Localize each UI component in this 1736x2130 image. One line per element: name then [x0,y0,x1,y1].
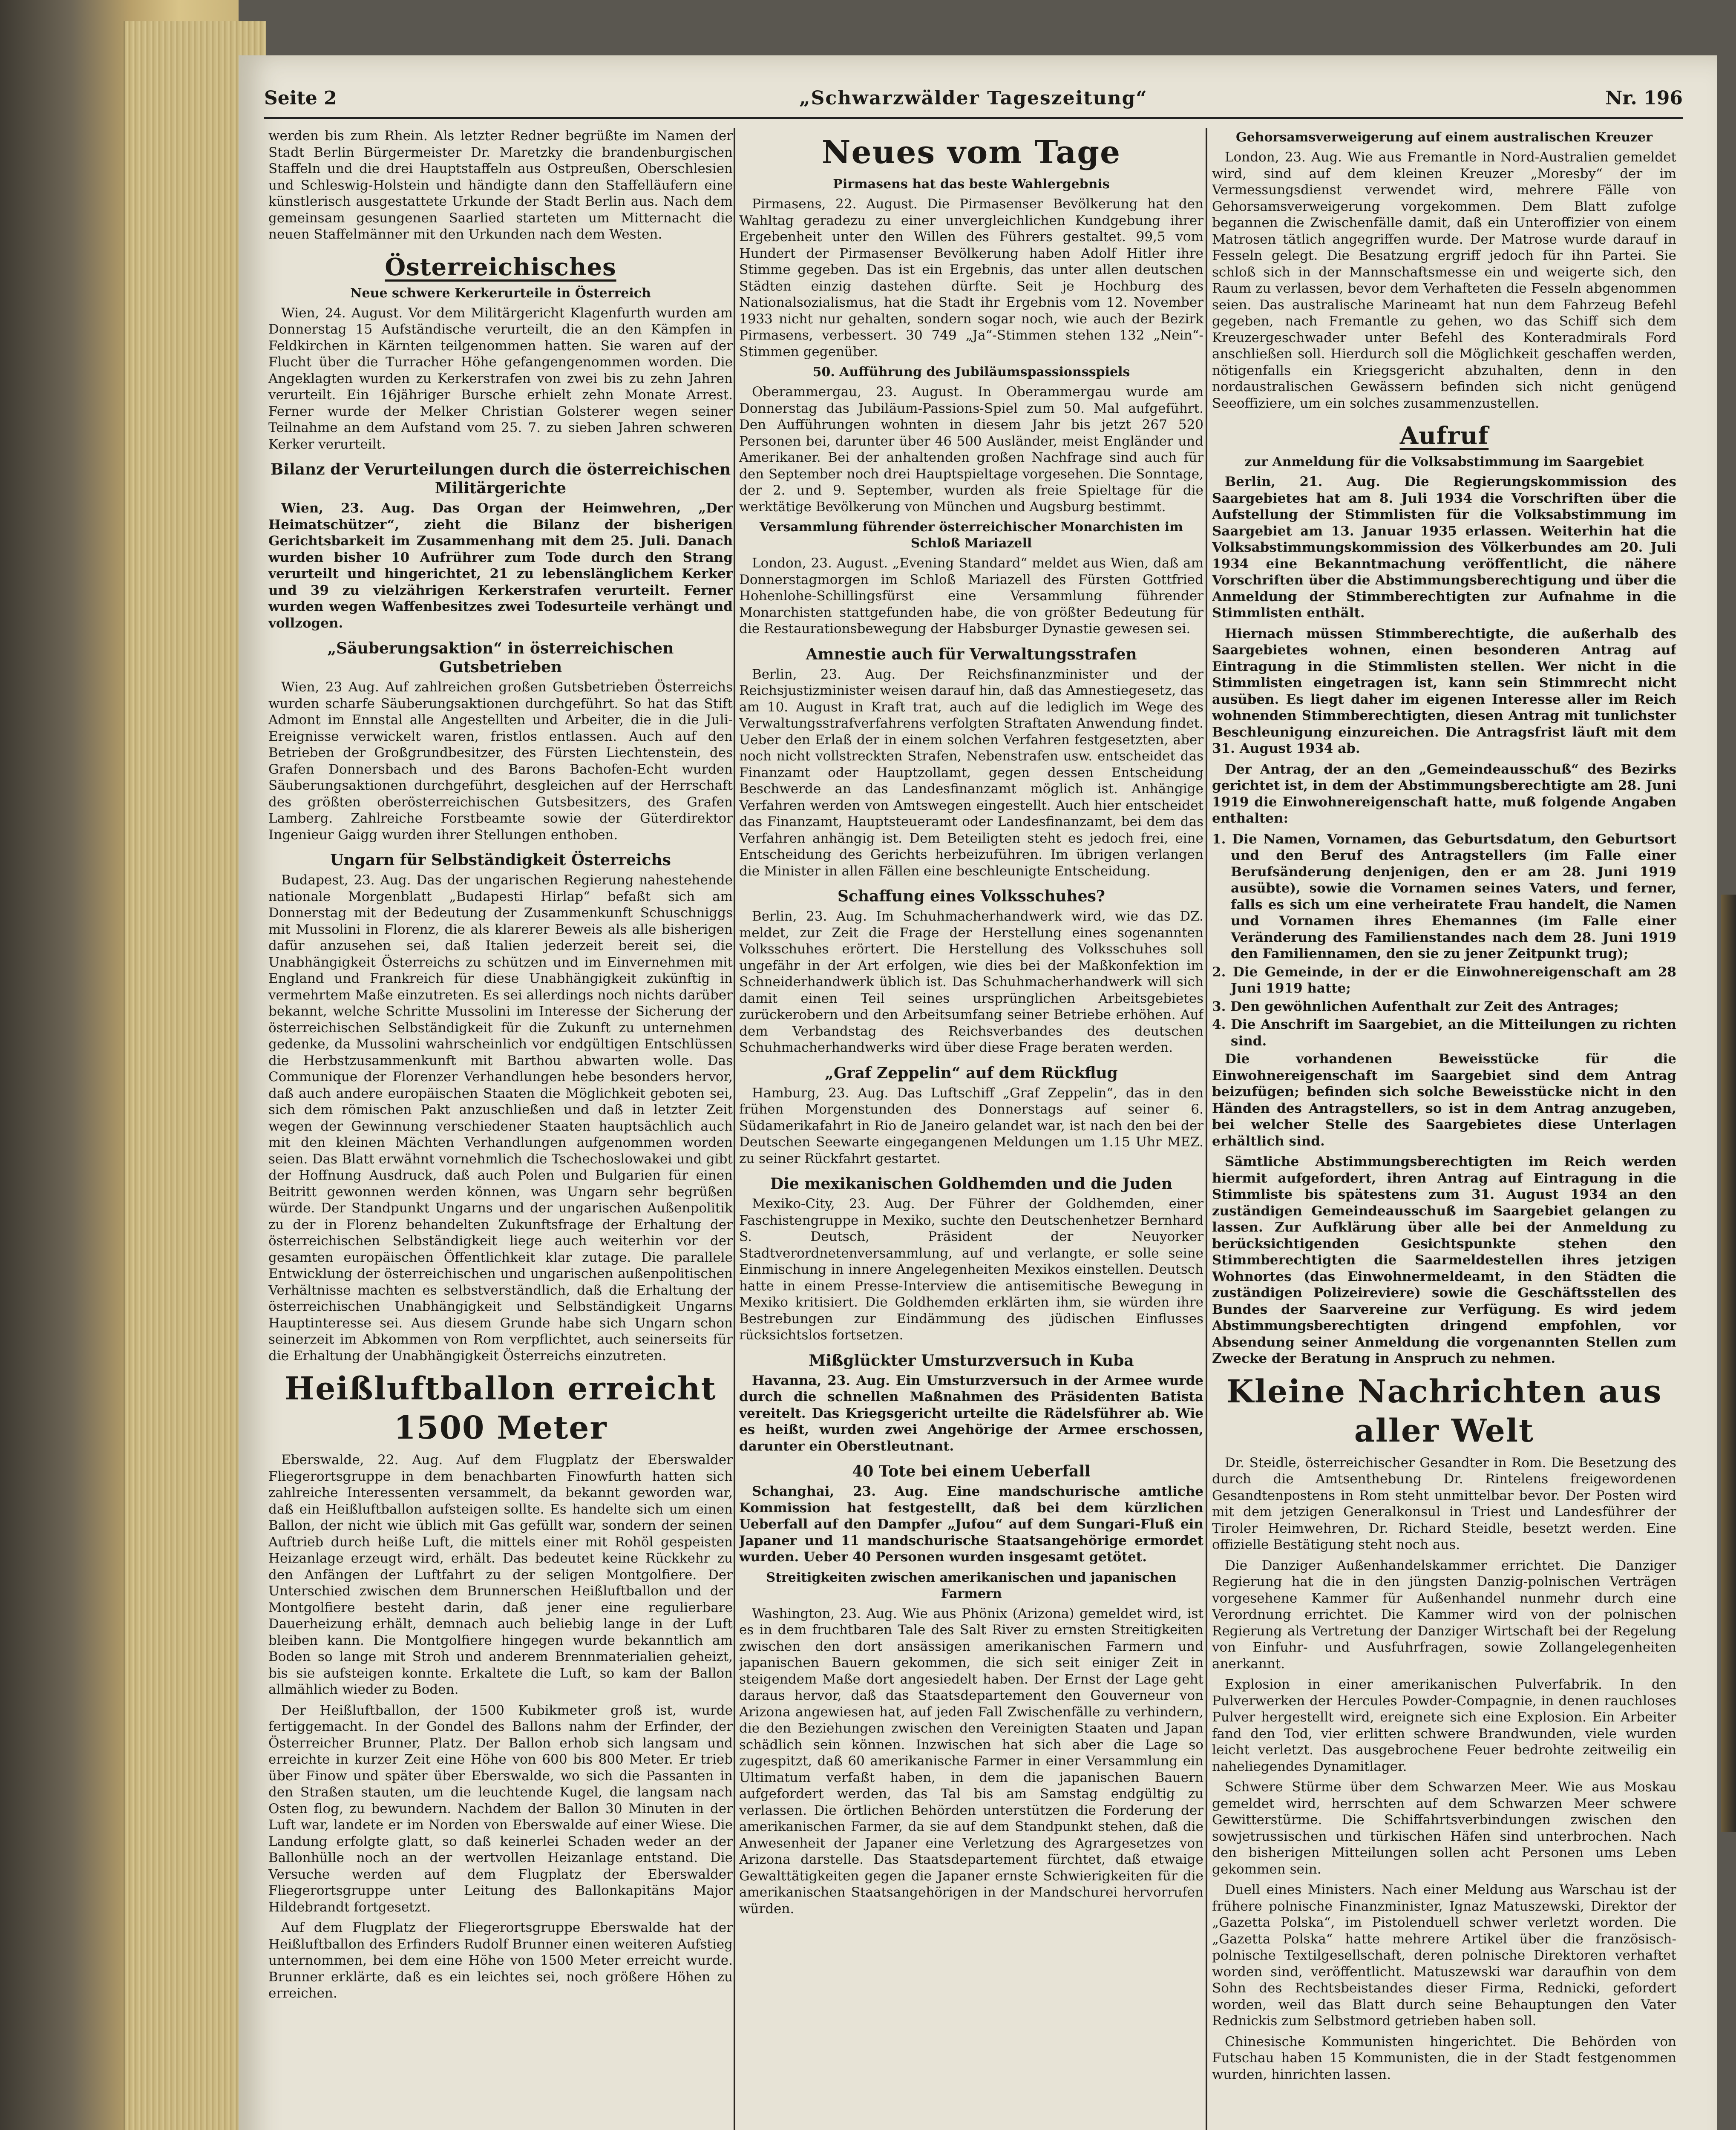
article-body: London, 23. Aug. Wie aus Fremantle in Nord-Australien gemeldet wird, sind auf dem kleinen Kreuzer „Moresby“ der im Vermessungsdienst verwendet wird, mehrere Fälle von Gehorsamsverweigerung vorgekommen. Dem Blatt zufolge begannen die Zwischenfälle damit, daß ein Unteroffizier von einem Matrosen tätlich angegriffen wurde. Der Matrose wurde darauf in Fesseln gelegt. Die Besatzung ergriff jedoch für ihn Partei. Sie schloß sich in der Mannschaftsmesse ein und weigerte sich, den Raum zu verlassen, bevor dem Verhafteten die Fesseln abgenommen seien. Das australische Marineamt hat nun dem Fahrzeug Befehl gegeben, nach Fremantle zu gehen, wo das Schiff sich dem Kreuzergeschwader unter Befehl des Konteradmirals Ford anschließen soll. Hierdurch soll die Möglichkeit geschaffen werden, nötigenfalls ein Kriegsgericht abzuhalten, denn in den nordaustralischen Gewässern befinden sich nicht genügend Seeoffiziere, um ein solches zusammenzustellen. [1212,150,1676,411]
article-body: Explosion in einer amerikanischen Pulverfabrik. In den Pulverwerken der Hercules Powder-Compagnie, in denen rauchloses Pulver hergestellt wird, ereignete sich eine Explosion. Ein Arbeiter fand den Tod, vier erlitten schwere Brandwunden, viele wurden leicht verletzt. Das ausgebrochene Feuer bedrohte zeitweilig ein naheliegendes Dynamitlager. [1212,1677,1676,1774]
article-headline: 40 Tote bei einem Ueberfall [852,1462,1091,1480]
article-body: London, 23. August. „Evening Standard“ meldet aus Wien, daß am Donnerstagmorgen im Schloß Mariazell des Fürsten Gottfried Hohenlohe-Schillingsfürst eine Versammlung führender Monarchisten stattgefunden habe, die von größter Bedeutung für die Restaurationsbewegung der Habsburger Dynastie gewesen sei. [739,556,1203,636]
article-body: Chinesische Kommunisten hingerichtet. Die Behörden von Futschau haben 15 Kommunisten, die in der Stadt festgenommen wurden, hinrichten lassen. [1212,2034,1676,2082]
article-body: Wien, 23. Aug. Das Organ der Heimwehren, „Der Heimatschützer“, zieht die Bilanz der bisherigen Gerichtsbarkeit im Zusammenhang mit dem 25. Juli. Danach wurden bisher 10 Aufrührer zum Tode durch den Strang verurteilt und hingerichtet, 21 zu lebenslänglichem Kerker und 39 zu vielzährigen Kerkerstrafen verurteilt. Ferner wurden wegen Waffenbesitzes zwei Todesurteile verhängt und vollzogen. [268,501,733,631]
article-headline: zur Anmeldung für die Volksabstimmung im Saargebiet [1244,455,1644,469]
article-body: Pirmasens, 22. August. Die Pirmasenser Bevölkerung hat den Wahltag geradezu zu einer unvergleichlichen Kundgebung ihrer Ergebenheit unter den Willen des Führers gestaltet. 99,5 vom Hundert der Pirmasenser Bevölkerung haben Adolf Hitler ihre Stimme gegeben. Das ist ein Ergebnis, das unter allen deutschen Städten einzig dastehen dürfte. Seit je Hochburg des Nationalsozialismus, hat die Stadt ihr Ergebnis vom 12. November 1933 nicht nur gehalten, sondern sogar noch, wie auch der Bezirk Pirmasens, verbessert. 30 749 „Ja“-Stimmen stehen 132 „Nein“-Stimmen gegenüber. [739,196,1203,360]
list-item: 3. Den gewöhnlichen Aufenthalt zur Zeit des Antrages; [1212,999,1619,1014]
article-headline: Bilanz der Verurteilungen durch die österreichischen Militärgerichte [270,461,731,497]
article-body: Mexiko-City, 23. Aug. Der Führer der Goldhemden, einer Faschistengruppe in Mexiko, suchte den Deutschenhetzer Bernhard S. Deutsch, Präsident der Neuyorker Stadtverordnetenversammlung, auf und verlangte, er solle seine Einmischung in innere Angelegenheiten Mexikos einstellen. Deutsch hatte in einem Presse-Interview die antisemitische Bewegung in Mexiko kritisiert. Die Goldhemden erklärten ihm, sie würden ihre Bestrebungen zur Eindämmung des jüdischen Einflusses rücksichtslos fortsetzen. [739,1196,1203,1343]
section-title-neues-vom-tage: Neues vom Tage [821,134,1121,171]
article-headline: Gehorsamsverweigerung auf einem australischen Kreuzer [1235,130,1653,145]
article-body: Wien, 24. August. Vor dem Militärgericht Klagenfurth wurden am Donnerstag 15 Aufständische verurteilt, die an den Kämpfen in Feldkirchen in Kärnten teilgenommen hatten. Sie waren auf der Flucht über die Turracher Höhe gefangengenommen worden. Die Angeklagten wurden zu Kerkerstrafen von zwei bis zu zehn Jahren verurteilt. Ein 16jähriger Bursche erhielt zehn Monate Arrest. Ferner wurde der Melker Christian Golsterer wegen seiner Teilnahme an dem Aufstand vom 25. 7. zu sieben Jahren schweren Kerker verurteilt. [268,305,733,452]
article-body: Berlin, 23. Aug. Im Schuhmacherhandwerk wird, wie das DZ. meldet, zur Zeit die Frage der Herstellung eines sogenannten Volksschuhes erörtert. Die Herstellung des Volksschuhes soll ungefähr in der Art erfolgen, wie dies bei der Maßkonfektion im Schneiderhandwerk üblich ist. Das Schuhmacherhandwerk will sich damit einen Teil seines ursprünglichen Arbeitsgebietes zurückerobern und den Arbeitsumfang seiner Betriebe erhöhen. Auf dem Verbandstag des Reichsverbandes des deutschen Schuhmacherhandwerks wird über diese Frage beraten werden. [739,909,1203,1055]
article-body: Berlin, 21. Aug. Die Regierungskommission des Saargebietes hat am 8. Juli 1934 die Vorschriften über die Aufstellung der Stimmlisten für die Volksabstimmung im Saargebiet am 13. Januar 1935 erlassen. Weiterhin hat die Volksabstimmungskommission des Völkerbundes am 20. Juli 1934 eine Bekanntmachung veröffentlicht, die nähere Vorschriften über die Abstimmungsberechtigung und über die Anmeldung der Stimmberechtigten zur Aufnahme in die Stimmlisten enthält. [1212,474,1676,621]
article-headline: Neue schwere Kerkerurteile in Österreich [350,285,651,301]
column-rule [734,128,735,2130]
article-headline: Die mexikanischen Goldhemden und die Juden [770,1175,1172,1193]
article-headline: „Säuberungsaktion“ in österreichischen Gutsbetrieben [327,639,674,676]
list-item: 4. Die Anschrift im Saargebiet, an die Mitteilungen zu richten sind. [1212,1017,1676,1049]
article-body: Eberswalde, 22. Aug. Auf dem Flugplatz der Eberswalder Fliegerortsgruppe in dem benachbarten Finowfurth hatten sich zahlreiche Interessenten versammelt, da bekannt geworden war, daß ein Heißluftballon aufsteigen sollte. Es handelte sich um einen Ballon, der nicht wie üblich mit Gas gefüllt war, sondern der seinen Auftrieb durch heiße Luft, die mittels einer mit Rohöl gespeisten Heizanlage erzeugt wird, erhält. Das bedeutet keine Rückkehr zu den Anfängen der Luftfahrt zu der seligen Montgolfiere. Der Unterschied zwischen dem Brunnerschen Heißluftballon und der Montgolfiere besteht darin, daß jener eine regulierbare Dauerheizung erhält, demnach auch beliebig lange in der Luft bleiben kann. Die Montgolfiere hingegen wurde bekanntlich am Boden so lange mit Stroh und anderem Brennmaterialien geheizt, bis sie aufsteigen konnte. Erkaltete die Luft, so kam der Ballon allmählich wieder zu Boden. [268,1452,733,1697]
section-title-oesterreich: Österreichisches [385,253,616,281]
section-title-aufruf: Aufruf [1399,422,1489,450]
article-headline: 50. Aufführung des Jubiläumspassionsspiels [812,365,1130,380]
article-headline: Schaffung eines Volksschuhes? [838,887,1105,905]
article-body: Berlin, 23. Aug. Der Reichsfinanzminister und der Reichsjustizminister weisen darauf hin, daß das Amnestiegesetz, das am 10. August in Kraft trat, auch auf die lediglich im Wege des Verwaltungsstrafverfahrens verfolgten Straftaten Anwendung findet. Ueber den Erlaß der in einem solchen Verfahren festgesetzten, aber noch nicht vollstreckten Strafen, Nebenstrafen usw. entscheidet das Finanzamt oder Hauptzollamt, gegen dessen Entscheidung Beschwerde an das Landesfinanzamt möglich ist. Anhängige Verfahren werden von Amtswegen eingestellt. Auch hier entscheidet das Finanzamt, Hauptsteueramt oder Landesfinanzamt, bei dem das Verfahren anhängig ist. Dem Beteiligten steht es jedoch frei, eine Entscheidung des Gerichts herbeizuführen. Im übrigen verlangen die Minister in allen Fällen eine beschleunigte Entscheidung. [739,666,1203,879]
article-continuation: werden bis zum Rhein. Als letzter Redner begrüßte im Namen der Stadt Berlin Bürgermeister Dr. Maretzky die brandenburgischen Staffeln und die drei Hauptstaffeln aus Ostpreußen, Oberschlesien und Schleswig-Holstein und händigte dann den Staffelläufern eine künstlerisch ausgestattete Urkunde der Stadt Berlin aus. Nach dem gemeinsam gesungenen Saarlied starteten um Mitternacht die neuen Staffelmänner mit den Urkunden nach dem Westen. [268,128,733,242]
article-body: Wien, 23 Aug. Auf zahlreichen großen Gutsbetrieben Österreichs wurden scharfe Säuberungsaktionen durchgeführt. So hat das Stift Admont im Ennstal alle Angestellten und Arbeiter, die in die Juli-Ereignisse verwickelt waren, fristlos entlassen. Auch auf den Betrieben der Großgrundbesitzer, des Fürsten Liechtenstein, des Grafen Donnersbach und des Barons Bachofen-Echt wurden Säuberungsaktionen durchgeführt, desgleichen auf der Herrschaft des größten oberösterreichischen Gutsbesitzers, des Grafen Lamberg. Zahlreiche Forstbeamte sowie der Güterdirektor Ingenieur Gaigg wurden ihrer Stellungen enthoben. [268,679,733,843]
article-body: Der Antrag, der an den „Gemeindeausschuß“ des Bezirks gerichtet ist, in dem der Abstimmungsberechtigte am 28. Juni 1919 die Einwohnereigenschaft hatte, muß folgende Angaben enthalten: [1212,761,1676,826]
list-item: 1. Die Namen, Vornamen, das Geburtsdatum, den Geburtsort und den Beruf des Antragstellers (im Falle einer Berufsänderung denjenigen, den er am 28. Juni 1919 ausübte), sowie die Vornamen seines Vaters, und ferner, falls es sich um eine verheiratete Frau handelt, die Namen und Vornamen ihres Ehemannes (im Falle einer Veränderung des Familienstandes nach dem 28. Juni 1919 den Familiennamen, den sie zu jener Zeitpunkt trug); [1212,831,1676,961]
article-body: Die vorhandenen Beweisstücke für die Einwohnereigenschaft im Saargebiet sind dem Antrag beizufügen; befinden sich solche Beweisstücke nicht in den Händen des Antragstellers, so ist in dem Antrag anzugeben, bei welcher Stelle des Saargebietes diese Unterlagen erhältlich sind. [1212,1051,1676,1149]
page-number: Seite 2 [264,87,337,109]
article-headline-large: Heißluftballon erreicht 1500 Meter [285,1370,717,1446]
section-title-kleine-nachrichten: Kleine Nachrichten aus aller Welt [1226,1373,1662,1449]
article-body: Schwere Stürme über dem Schwarzen Meer. Wie aus Moskau gemeldet wird, herrschten auf dem Schwarzen Meer schwere Gewitterstürme. Die Schiffahrtsverbindungen zwischen den sowjetrussischen und türkischen Häfen sind unterbrochen. Nach den bisherigen Mitteilungen sollen acht Personen ums Leben gekommen sein. [1212,1779,1676,1877]
article-headline: Ungarn für Selbständigkeit Österreichs [330,851,671,869]
article-headline: Pirmasens hat das beste Wahlergebnis [833,177,1110,192]
article-headline: „Graf Zeppelin“ auf dem Rückflug [825,1064,1118,1082]
article-body: Sämtliche Abstimmungsberechtigten im Reich werden hiermit aufgefordert, ihren Antrag auf Eintragung in die Stimmliste bis spätestens zum 31. August 1934 an den zuständigen Gemeindeausschuß im Saargebiet gelangen zu lassen. Zur Aufklärung über alle bei der Anmeldung zu berücksichtigenden Gesichtspunkte stehen den Stimmberechtigten die Saarmeldestellen ihres jetzigen Wohnortes (das Einwohnermeldeamt, in den Städten die zuständigen Polizeireviere) sowie die Geschäftsstellen des Bundes der Saarvereine zur Verfügung. Es wird jedem Abstimmungsberechtigten dringend empfohlen, vor Absendung seiner Anmeldung die vorgenannten Stellen zum Zwecke der Beratung in Anspruch zu nehmen. [1212,1154,1676,1366]
article-body: Duell eines Ministers. Nach einer Meldung aus Warschau ist der frühere polnische Finanzminister, Ignaz Matuszewski, Direktor der „Gazetta Polska“, im Pistolenduell schwer verletzt worden. Die „Gazetta Polska“ hatte mehrere Artikel über die französisch-polnische Textilgesellschaft, deren polnische Direktoren verhaftet worden sind, veröffentlicht. Matuszewski war daraufhin von dem Sohn des Rechtsbeistandes dieser Firma, Rednicki, gefordert worden, weil das Blatt durch seine Behauptungen den Vater Rednickis zum Selbstmord getrieben haben soll. [1212,1882,1676,2029]
article-body: Die Danziger Außenhandelskammer errichtet. Die Danziger Regierung hat die in den jüngsten Danzig-polnischen Verträgen vorgesehene Kammer für Außenhandel nunmehr durch eine Verordnung errichtet. Die Kammer wird von der polnischen Regierung als Vertretung der Danziger Wirtschaft bei der Regelung von Einfuhr- und Ausfuhrfragen, sowie Zollangelegenheiten anerkannt. [1212,1557,1676,1672]
article-headline: Streitigkeiten zwischen amerikanischen und japanischen Farmern [766,1570,1177,1601]
article-body: Washington, 23. Aug. Wie aus Phönix (Arizona) gemeldet wird, ist es in dem fruchtbaren Tale des Salt River zu ernsten Streitigkeiten zwischen den dort ansässigen amerikanischen Farmern und japanischen Bauern gekommen, die sich seit einiger Zeit in steigendem Maße dort angesiedelt haben. Der Ernst der Lage geht daraus hervor, daß das Staatsdepartement den Gouverneur von Arizona angewiesen hat, auf jeden Fall Zwischenfälle zu verhindern, die den Beziehungen zwischen den Vereinigten Staaten und Japan schädlich sein können. Inzwischen hat sich aber die Lage so zugespitzt, daß 60 amerikanische Farmer in einer Versammlung ein Ultimatum verfaßt haben, in dem die japanischen Bauern aufgefordert werden, das Tal bis am Samstag endgültig zu verlassen. Die örtlichen Behörden unterstützen die Forderung der amerikanischen Farmer, da sie auf dem Standpunkt stehen, daß die Anwesenheit der Japaner eine Verletzung des Agrargesetzes von Arizona darstelle. Das Staatsdepartement fürchtet, daß etwaige Gewalttätigkeiten gegen die Japaner ernste Schwierigkeiten für die amerikanischen Staatsangehörigen in der Mandschurei hervorrufen würden. [739,1606,1203,1917]
column-3 [1212,128,1676,2130]
article-headline: Amnestie auch für Verwaltungsstrafen [806,645,1137,663]
article-body: Havanna, 23. Aug. Ein Umsturzversuch in der Armee wurde durch die schnellen Maßnahmen des Präsidenten Batista vereitelt. Das Kriegsgericht urteilte die Rädelsführer ab. Wie es heißt, wurden zwei Angehörige der Armee erschossen, darunter ein Oberstleutnant. [739,1373,1203,1454]
article-headline: Versammlung führender österreichischer Monarchisten im Schloß Mariazell [760,520,1183,551]
article-body: Hiernach müssen Stimmberechtigte, die außerhalb des Saargebietes wohnen, einen besonderen Antrag auf Eintragung in die Stimmlisten stellen. Wer nicht in die Stimmlisten eingetragen ist, kann sein Stimmrecht nicht ausüben. Es liegt daher im eigenen Interesse aller im Reich wohnenden Stimmberechtigten, diesen Antrag mit tunlichster Beschleunigung einzureichen. Die Antragsfrist läuft mit dem 31. August 1934 ab. [1212,626,1676,756]
article-body: Dr. Steidle, österreichischer Gesandter in Rom. Die Besetzung des durch die Amtsenthebung Dr. Rintelens freigewordenen Gesandtenpostens in Rom steht unmittelbar bevor. Der Posten wird mit dem jetzigen Generalkonsul in Triest und Landesführer der Tiroler Heimwehren, Dr. Richard Steidle, besetzt werden. Eine offizielle Bestätigung steht noch aus. [1212,1455,1676,1552]
article-body: Hamburg, 23. Aug. Das Luftschiff „Graf Zeppelin“, das in den frühen Morgenstunden des Donnerstags auf seiner 6. Südamerikafahrt in Rio de Janeiro gelandet war, ist nach den bei der Deutschen Seewarte eingegangenen Meldungen um 1.15 Uhr MEZ. zu seiner Rückfahrt gestartet. [739,1085,1203,1166]
article-body: Der Heißluftballon, der 1500 Kubikmeter groß ist, wurde fertiggemacht. In der Gondel des Ballons nahm der Erfinder, der Österreicher Brunner, Platz. Der Ballon erhob sich langsam und erreichte in kurzer Zeit eine Höhe von 600 bis 800 Meter. Er trieb über Finow und später über Eberswalde, wo sich die Passanten in den Straßen stauten, um die leuchtende Kugel, die langsam nach Osten flog, zu bewundern. Nachdem der Ballon 30 Minuten in der Luft war, landete er im Norden von Eberswalde auf einer Wiese. Die Landung erfolgte glatt, so daß keinerlei Schaden weder an der Ballonhülle noch an der wertvollen Heizanlage entstand. Die Versuche werden auf dem Flugplatz der Eberswalder Fliegerortsgruppe unter Leitung des Ballonkapitäns Major Hildebrandt fortgesetzt. [268,1702,733,1915]
binding-clip [1721,895,1736,1832]
column-rule [1206,128,1207,2130]
issue-number: Nr. 196 [1605,87,1683,109]
list-item: 2. Die Gemeinde, in der er die Einwohnereigenschaft am 28 Juni 1919 hatte; [1212,964,1676,996]
newspaper-title: „Schwarzwälder Tageszeitung“ [799,87,1148,109]
masthead [264,79,1683,119]
article-body: Auf dem Flugplatz der Fliegerortsgruppe Eberswalde hat der Heißluftballon des Erfinders Rudolf Brunner einen weiteren Aufstieg unternommen, bei dem eine Höhe von 1500 Meter erreicht wurde. Brunner erklärte, daß es ein leichtes sei, noch größere Höhen zu erreichen. [268,1920,733,2001]
article-body: Budapest, 23. Aug. Das der ungarischen Regierung nahestehende nationale Morgenblatt „Budapesti Hirlap“ befaßt sich am Donnerstag mit der Bedeutung der Zusammenkunft Schuschniggs mit Mussolini in Florenz, die als klarerer Beweis als alle bisherigen dafür anzusehen sei, daß Italien jederzeit bereit sei, die Unabhängigkeit Österreichs zu schützen und im Einvernehmen mit England und Frankreich für diese Unabhängigkeit zukünftig in vermehrtem Maße einzutreten. Es sei allerdings noch nichts darüber bekannt, welche Schritte Mussolini im Interesse der Sicherung der österreichischen Selbständigkeit für die Zukunft zu unternehmen gedenke, da Mussolini wahrscheinlich vor endgültigen Entschlüssen die Herbstzusammenkunft mit Barthou abwarten wolle. Das Communique der Florenzer Verhandlungen hebe besonders hervor, daß auch andere europäischen Staaten die Möglichkeit geboten sei, sich dem römischen Pakt anzuschließen und daß in letzter Zeit wegen der Gewinnung verschiedener Staaten hauptsächlich auch mit den kleinen Mächten Verhandlungen aufgenommen worden seien. Das Blatt erwähnt vornehmlich die Tschechoslowakei und gibt der Hoffnung Ausdruck, daß auch Polen und Bulgarien für einen Beitritt gewonnen werden können, was Ungarn sehr begrüßen würde. Der Standpunkt Ungarns und der ungarischen Außenpolitik zu der in Florenz behandelten Zukunftsfrage der Erhaltung der österreichischen Selbständigkeit liege auch weiterhin vor der gesamten europäischen Öffentlichkeit klar zutage. Die parallele Entwicklung der österreichischen und ungarischen außenpolitischen Verhältnisse machten es selbstverständlich, daß die Erhaltung der österreichischen Unabhängigkeit und Selbständigkeit Ungarns Hauptinteresse sei. Aus diesem Grunde habe sich Ungarn schon seinerzeit im Abkommen von Rom verpflichtet, auch seinerseits für die Erhaltung der Unabhängigkeit Österreichs einzutreten. [268,872,733,1364]
column-2 [739,128,1203,2130]
article-body: Oberammergau, 23. August. In Oberammergau wurde am Donnerstag das Jubiläum-Passions-Spiel zum 50. Mal aufgeführt. Den Aufführungen wohnten in diesem Jahr bis jetzt 267 520 Personen bei, darunter über 46 500 Ausländer, meist Engländer und Amerikaner. Bei der anhaltenden großen Nachfrage sind auch für den September noch drei Hauptspieltage vorgesehen. Die Sonntage, der 2. und 9. September, wurden als freie Spieltage für die werktätige Bevölkerung von München und Augsburg bestimmt. [739,384,1203,515]
article-body: Schanghai, 23. Aug. Eine mandschurische amtliche Kommission hat festgestellt, daß bei dem kürzlichen Ueberfall auf den Dampfer „Jufou“ auf dem Sungari-Fluß ein Japaner und 11 mandschurische Staatsangehörige ermordet wurden. Ueber 40 Personen wurden insgesamt getötet. [739,1484,1203,1565]
column-1 [268,128,733,2130]
article-headline: Mißglückter Umsturzversuch in Kuba [809,1351,1134,1370]
